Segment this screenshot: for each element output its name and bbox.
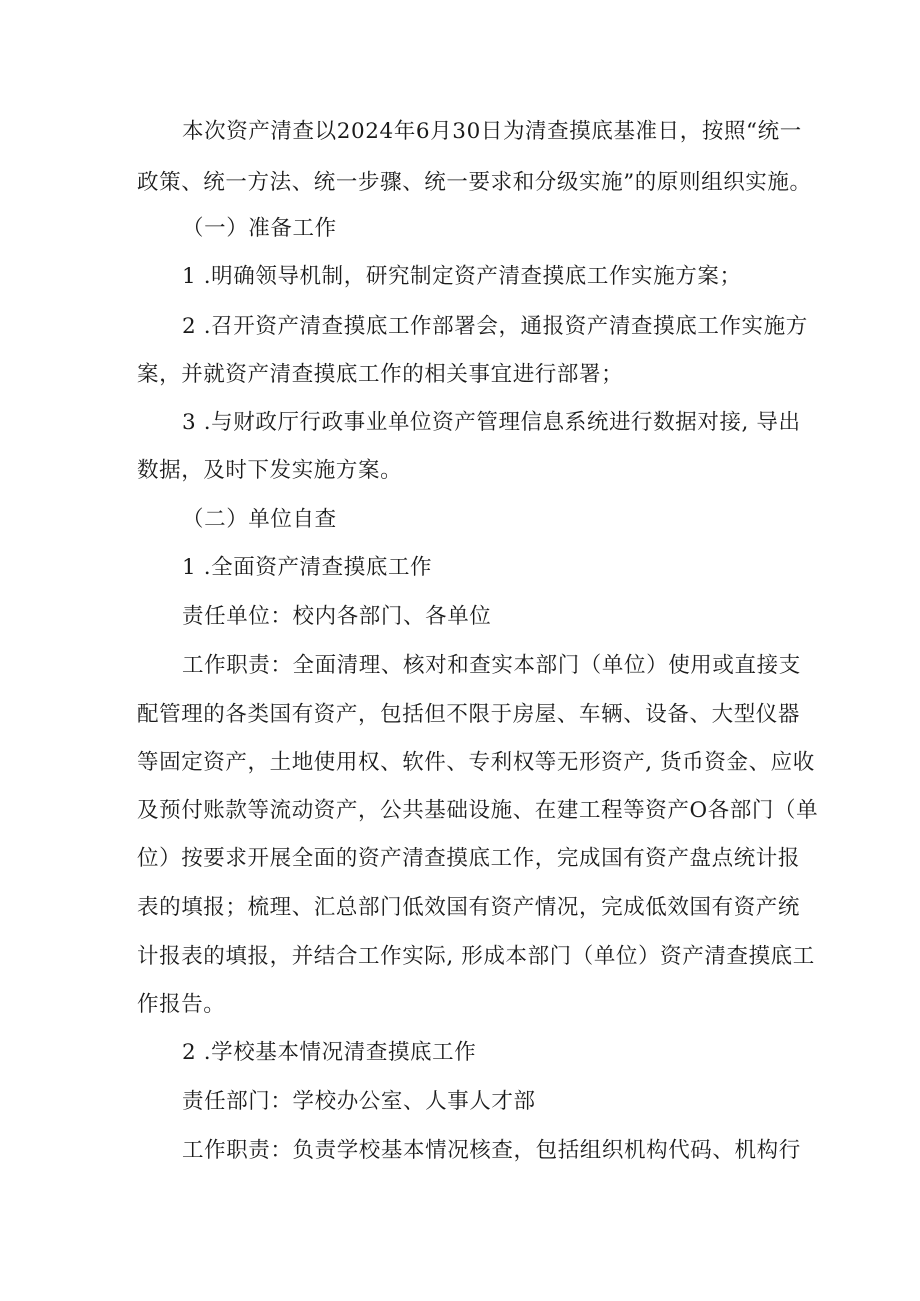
- text-line: 工作职责：负责学校基本情况核查，包括组织机构代码、机构行: [182, 1138, 801, 1163]
- text-line: 表的填报；梳理、汇总部门低效国有资产情况，完成低效国有资产统: [137, 895, 801, 920]
- text-line: 政策、统一方法、统一步骤、统一要求和分级实施”的原则组织实施。: [137, 170, 812, 195]
- list-item: 1 .全面资产清查摸底工作: [182, 555, 433, 580]
- text-line: 责任部门：学校办公室、人事人才部: [182, 1089, 536, 1114]
- list-item: 2 .学校基本情况清查摸底工作: [182, 1040, 477, 1065]
- text-line: 案，并就资产清查摸底工作的相关事宜进行部署；: [137, 362, 624, 387]
- text-line: 计报表的填报，并结合工作实际, 形成本部门（单位）资产清查摸底工: [137, 944, 815, 969]
- text-line: 数据，及时下发实施方案。: [137, 458, 403, 483]
- list-item: 3 .与财政厅行政事业单位资产管理信息系统进行数据对接, 导出: [182, 410, 801, 435]
- text-line: 工作职责：全面清理、核对和查实本部门（单位）使用或直接支: [182, 653, 801, 678]
- text-line: 本次资产清查以2024年6月30日为清查摸底基准日，按照“统一: [182, 119, 802, 144]
- section-heading: （一）准备工作: [182, 216, 337, 241]
- text-line: 及预付账款等流动资产，公共基础设施、在建工程等资产O各部门（单: [137, 798, 819, 823]
- section-heading: （二）单位自查: [182, 507, 337, 532]
- list-item: 1 .明确领导机制，研究制定资产清查摸底工作实施方案；: [182, 264, 742, 289]
- text-line: 配管理的各类国有资产，包括但不限于房屋、车辆、设备、大型仪器: [137, 702, 801, 727]
- text-line: 作报告。: [137, 992, 226, 1017]
- text-line: 等固定资产，土地使用权、软件、专利权等无形资产, 货币资金、应收: [137, 750, 815, 775]
- text-line: 位）按要求开展全面的资产清查摸底工作，完成国有资产盘点统计报: [137, 846, 801, 871]
- text-line: 责任单位：校内各部门、各单位: [182, 604, 492, 629]
- list-item: 2 .召开资产清查摸底工作部署会，通报资产清查摸底工作实施方: [182, 314, 808, 339]
